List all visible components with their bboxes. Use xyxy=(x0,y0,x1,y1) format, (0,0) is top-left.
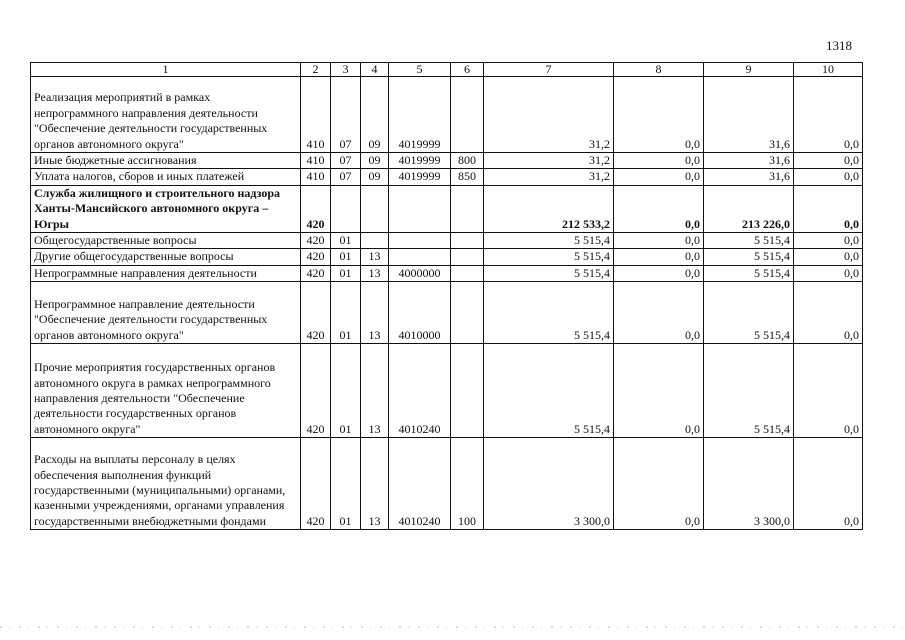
cell-c3: 01 xyxy=(331,344,361,438)
cell-c8: 0,0 xyxy=(614,265,704,281)
table-row xyxy=(31,265,863,281)
cell-c6 xyxy=(451,344,484,438)
cell-c10: 0,0 xyxy=(794,249,863,265)
table-row xyxy=(31,233,863,249)
row-name-cell: Другие общегосударственные вопросы xyxy=(31,249,301,265)
table-row xyxy=(31,185,863,232)
cell-c9: 213 226,0 xyxy=(704,185,794,232)
header-cell: 4 xyxy=(361,63,389,77)
cell-c5 xyxy=(389,233,451,249)
cell-c4 xyxy=(361,233,389,249)
cell-c8: 0,0 xyxy=(614,169,704,185)
cell-c10: 0,0 xyxy=(794,169,863,185)
cell-c6: 800 xyxy=(451,153,484,169)
cell-c9: 5 515,4 xyxy=(704,282,794,344)
cell-c3: 07 xyxy=(331,77,361,153)
cell-c7: 31,2 xyxy=(484,169,614,185)
cell-c3: 01 xyxy=(331,438,361,530)
cell-c2: 420 xyxy=(301,265,331,281)
cell-c2: 420 xyxy=(301,282,331,344)
cell-c10: 0,0 xyxy=(794,282,863,344)
cell-c6 xyxy=(451,265,484,281)
cell-c5: 4019999 xyxy=(389,153,451,169)
cell-c5: 4010000 xyxy=(389,282,451,344)
cell-c5 xyxy=(389,185,451,232)
table-row xyxy=(31,344,863,438)
cell-c4 xyxy=(361,185,389,232)
cell-c9: 5 515,4 xyxy=(704,249,794,265)
cell-c2: 420 xyxy=(301,185,331,232)
cell-c5: 4000000 xyxy=(389,265,451,281)
table-row xyxy=(31,282,863,344)
cell-c3: 01 xyxy=(331,265,361,281)
cell-c6 xyxy=(451,77,484,153)
cell-c10: 0,0 xyxy=(794,233,863,249)
cell-c4: 09 xyxy=(361,169,389,185)
cell-c9: 3 300,0 xyxy=(704,438,794,530)
header-cell: 6 xyxy=(451,63,484,77)
cell-c10: 0,0 xyxy=(794,265,863,281)
cell-c7: 3 300,0 xyxy=(484,438,614,530)
cell-c6 xyxy=(451,282,484,344)
cell-c6 xyxy=(451,185,484,232)
cell-c7: 5 515,4 xyxy=(484,265,614,281)
header-cell: 10 xyxy=(794,63,863,77)
cell-c5: 4019999 xyxy=(389,77,451,153)
header-cell: 1 xyxy=(31,63,301,77)
row-name-cell: Непрограммное направление деятельности "Обеспечение деятельности государственных органов автономного округа" xyxy=(31,282,301,344)
cell-c10: 0,0 xyxy=(794,185,863,232)
table-row xyxy=(31,153,863,169)
cell-c8: 0,0 xyxy=(614,344,704,438)
row-name-cell: Реализация мероприятий в рамках непрограммного направления деятельности "Обеспечение деятельности государственных органов автономного округа" xyxy=(31,77,301,153)
cell-c3: 01 xyxy=(331,249,361,265)
cell-c4: 13 xyxy=(361,438,389,530)
cell-c4: 09 xyxy=(361,77,389,153)
cell-c2: 420 xyxy=(301,233,331,249)
cell-c5: 4019999 xyxy=(389,169,451,185)
row-name-cell: Общегосударственные вопросы xyxy=(31,233,301,249)
cell-c3: 01 xyxy=(331,282,361,344)
cell-c6: 100 xyxy=(451,438,484,530)
cell-c2: 420 xyxy=(301,249,331,265)
cell-c6 xyxy=(451,249,484,265)
cell-c4: 13 xyxy=(361,282,389,344)
cell-c7: 212 533,2 xyxy=(484,185,614,232)
row-name-cell: Прочие мероприятия государственных органов автономного округа в рамках непрограммного направления деятельности "Обеспечение деятельности государственных органов автономного округа" xyxy=(31,344,301,438)
cell-c10: 0,0 xyxy=(794,438,863,530)
header-cell: 7 xyxy=(484,63,614,77)
cell-c9: 5 515,4 xyxy=(704,344,794,438)
cell-c8: 0,0 xyxy=(614,77,704,153)
row-name-cell: Иные бюджетные ассигнования xyxy=(31,153,301,169)
cell-c7: 5 515,4 xyxy=(484,344,614,438)
cell-c10: 0,0 xyxy=(794,344,863,438)
cell-c3: 07 xyxy=(331,153,361,169)
cell-c2: 410 xyxy=(301,153,331,169)
cell-c7: 5 515,4 xyxy=(484,249,614,265)
table-body xyxy=(31,77,863,530)
cell-c3: 01 xyxy=(331,233,361,249)
table-row xyxy=(31,249,863,265)
cell-c7: 31,2 xyxy=(484,77,614,153)
table-row xyxy=(31,77,863,153)
cell-c10: 0,0 xyxy=(794,77,863,153)
header-cell: 9 xyxy=(704,63,794,77)
cell-c4: 13 xyxy=(361,344,389,438)
scan-noise xyxy=(0,626,905,628)
header-cell: 2 xyxy=(301,63,331,77)
cell-c8: 0,0 xyxy=(614,249,704,265)
cell-c4: 09 xyxy=(361,153,389,169)
cell-c2: 420 xyxy=(301,438,331,530)
cell-c7: 5 515,4 xyxy=(484,233,614,249)
cell-c6 xyxy=(451,233,484,249)
cell-c5 xyxy=(389,249,451,265)
header-cell: 5 xyxy=(389,63,451,77)
cell-c2: 420 xyxy=(301,344,331,438)
header-cell: 8 xyxy=(614,63,704,77)
cell-c3: 07 xyxy=(331,169,361,185)
cell-c8: 0,0 xyxy=(614,438,704,530)
cell-c4: 13 xyxy=(361,249,389,265)
cell-c9: 5 515,4 xyxy=(704,265,794,281)
cell-c9: 5 515,4 xyxy=(704,233,794,249)
cell-c8: 0,0 xyxy=(614,153,704,169)
cell-c4: 13 xyxy=(361,265,389,281)
row-name-cell: Непрограммные направления деятельности xyxy=(31,265,301,281)
row-name-cell: Уплата налогов, сборов и иных платежей xyxy=(31,169,301,185)
cell-c8: 0,0 xyxy=(614,282,704,344)
cell-c10: 0,0 xyxy=(794,153,863,169)
table-row xyxy=(31,169,863,185)
cell-c2: 410 xyxy=(301,169,331,185)
cell-c9: 31,6 xyxy=(704,153,794,169)
cell-c3 xyxy=(331,185,361,232)
cell-c8: 0,0 xyxy=(614,185,704,232)
cell-c2: 410 xyxy=(301,77,331,153)
header-row xyxy=(31,63,863,77)
row-name-cell: Расходы на выплаты персоналу в целях обеспечения выполнения функций государственными (муниципальными) органами, казенными учреждениями, органами управления государственными внебюджетными фондами xyxy=(31,438,301,530)
cell-c7: 31,2 xyxy=(484,153,614,169)
cell-c9: 31,6 xyxy=(704,77,794,153)
cell-c7: 5 515,4 xyxy=(484,282,614,344)
cell-c9: 31,6 xyxy=(704,169,794,185)
cell-c6: 850 xyxy=(451,169,484,185)
header-cell: 3 xyxy=(331,63,361,77)
cell-c8: 0,0 xyxy=(614,233,704,249)
cell-c5: 4010240 xyxy=(389,438,451,530)
row-name-cell: Служба жилищного и строительного надзора Ханты-Мансийского автономного округа – Югры xyxy=(31,185,301,232)
page-number: 1318 xyxy=(826,38,852,53)
cell-c5: 4010240 xyxy=(389,344,451,438)
budget-table xyxy=(30,62,863,530)
table-row xyxy=(31,438,863,530)
